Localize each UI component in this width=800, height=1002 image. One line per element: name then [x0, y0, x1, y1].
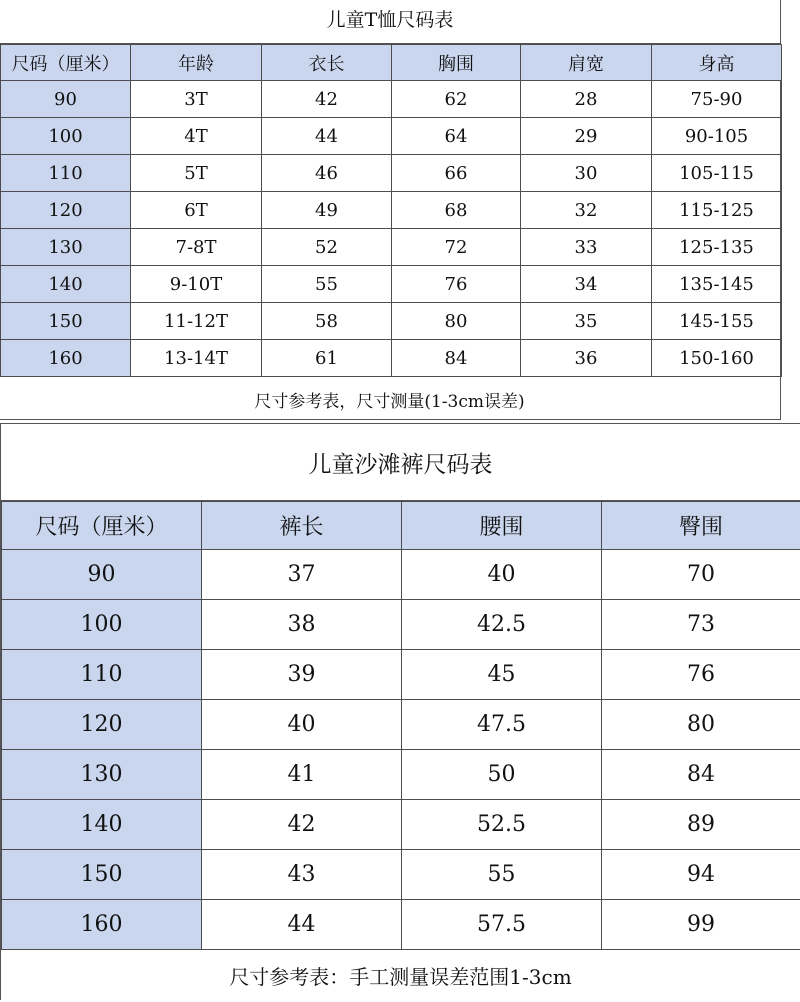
value-cell: 44 — [262, 118, 392, 155]
value-cell: 80 — [602, 700, 800, 750]
value-cell: 44 — [202, 900, 402, 950]
size-cell: 160 — [1, 340, 131, 377]
value-cell: 4T — [131, 118, 262, 155]
value-cell: 66 — [392, 155, 521, 192]
shorts-table-row — [2, 700, 800, 750]
header-length: 衣长 — [262, 45, 392, 81]
size-cell: 110 — [1, 155, 131, 192]
tshirt-table-row — [1, 229, 782, 266]
value-cell: 115-125 — [652, 192, 782, 229]
header-chest: 胸围 — [392, 45, 521, 81]
tshirt-table-row — [1, 192, 782, 229]
shorts-table-row — [2, 600, 800, 650]
size-cell: 140 — [1, 266, 131, 303]
value-cell: 145-155 — [652, 303, 782, 340]
value-cell: 75-90 — [652, 81, 782, 118]
header-size: 尺码（厘米） — [1, 45, 131, 81]
value-cell: 43 — [202, 850, 402, 900]
shorts-chart-title: 儿童沙滩裤尺码表 — [1, 424, 800, 501]
value-cell: 70 — [602, 550, 800, 600]
size-cell: 160 — [2, 900, 202, 950]
shorts-header-row — [2, 502, 800, 550]
size-cell: 130 — [1, 229, 131, 266]
size-cell: 140 — [2, 800, 202, 850]
value-cell: 55 — [262, 266, 392, 303]
value-cell: 76 — [602, 650, 800, 700]
size-cell: 150 — [2, 850, 202, 900]
value-cell: 45 — [402, 650, 602, 700]
tshirt-table-row — [1, 118, 782, 155]
header-pants-length: 裤长 — [202, 502, 402, 550]
value-cell: 41 — [202, 750, 402, 800]
value-cell: 80 — [392, 303, 521, 340]
value-cell: 150-160 — [652, 340, 782, 377]
value-cell: 13-14T — [131, 340, 262, 377]
shorts-size-table — [1, 501, 800, 950]
value-cell: 72 — [392, 229, 521, 266]
size-cell: 90 — [1, 81, 131, 118]
value-cell: 38 — [202, 600, 402, 650]
value-cell: 36 — [521, 340, 652, 377]
value-cell: 49 — [262, 192, 392, 229]
size-cell: 110 — [2, 650, 202, 700]
value-cell: 135-145 — [652, 266, 782, 303]
tshirt-header-row — [1, 45, 782, 81]
value-cell: 57.5 — [402, 900, 602, 950]
value-cell: 33 — [521, 229, 652, 266]
shorts-size-chart — [0, 423, 800, 1000]
value-cell: 99 — [602, 900, 800, 950]
value-cell: 89 — [602, 800, 800, 850]
value-cell: 9-10T — [131, 266, 262, 303]
value-cell: 52 — [262, 229, 392, 266]
shorts-table-row — [2, 850, 800, 900]
header-hip: 臀围 — [602, 502, 800, 550]
value-cell: 42 — [262, 81, 392, 118]
tshirt-table-row — [1, 340, 782, 377]
value-cell: 5T — [131, 155, 262, 192]
value-cell: 29 — [521, 118, 652, 155]
value-cell: 32 — [521, 192, 652, 229]
tshirt-table-row — [1, 81, 782, 118]
value-cell: 62 — [392, 81, 521, 118]
value-cell: 105-115 — [652, 155, 782, 192]
shorts-table-row — [2, 750, 800, 800]
shorts-table-row — [2, 550, 800, 600]
header-height: 身高 — [652, 45, 782, 81]
value-cell: 37 — [202, 550, 402, 600]
value-cell: 34 — [521, 266, 652, 303]
value-cell: 35 — [521, 303, 652, 340]
value-cell: 84 — [392, 340, 521, 377]
size-cell: 90 — [2, 550, 202, 600]
tshirt-table-row — [1, 155, 782, 192]
value-cell: 52.5 — [402, 800, 602, 850]
value-cell: 64 — [392, 118, 521, 155]
value-cell: 46 — [262, 155, 392, 192]
value-cell: 40 — [202, 700, 402, 750]
value-cell: 61 — [262, 340, 392, 377]
value-cell: 7-8T — [131, 229, 262, 266]
value-cell: 76 — [392, 266, 521, 303]
value-cell: 6T — [131, 192, 262, 229]
value-cell: 73 — [602, 600, 800, 650]
size-cell: 120 — [2, 700, 202, 750]
shorts-table-row — [2, 800, 800, 850]
size-cell: 130 — [2, 750, 202, 800]
size-cell: 100 — [1, 118, 131, 155]
value-cell: 42 — [202, 800, 402, 850]
tshirt-table-row — [1, 266, 782, 303]
shorts-chart-footer: 尺寸参考表：手工测量误差范围1-3cm — [1, 952, 800, 1000]
value-cell: 30 — [521, 155, 652, 192]
value-cell: 50 — [402, 750, 602, 800]
value-cell: 68 — [392, 192, 521, 229]
value-cell: 55 — [402, 850, 602, 900]
header-size: 尺码（厘米） — [2, 502, 202, 550]
size-cell: 100 — [2, 600, 202, 650]
value-cell: 11-12T — [131, 303, 262, 340]
size-cell: 150 — [1, 303, 131, 340]
value-cell: 42.5 — [402, 600, 602, 650]
tshirt-size-chart — [0, 0, 781, 420]
value-cell: 3T — [131, 81, 262, 118]
shorts-table-row — [2, 900, 800, 950]
tshirt-chart-footer: 尺寸参考表，尺寸测量(1-3cm误差) — [0, 383, 779, 419]
tshirt-chart-title: 儿童T恤尺码表 — [0, 0, 780, 44]
value-cell: 28 — [521, 81, 652, 118]
value-cell: 40 — [402, 550, 602, 600]
value-cell: 58 — [262, 303, 392, 340]
shorts-table-row — [2, 650, 800, 700]
header-age: 年龄 — [131, 45, 262, 81]
value-cell: 94 — [602, 850, 800, 900]
tshirt-table-row — [1, 303, 782, 340]
value-cell: 84 — [602, 750, 800, 800]
header-shoulder: 肩宽 — [521, 45, 652, 81]
header-waist: 腰围 — [402, 502, 602, 550]
size-cell: 120 — [1, 192, 131, 229]
value-cell: 47.5 — [402, 700, 602, 750]
value-cell: 90-105 — [652, 118, 782, 155]
value-cell: 39 — [202, 650, 402, 700]
tshirt-size-table — [0, 44, 782, 377]
value-cell: 125-135 — [652, 229, 782, 266]
